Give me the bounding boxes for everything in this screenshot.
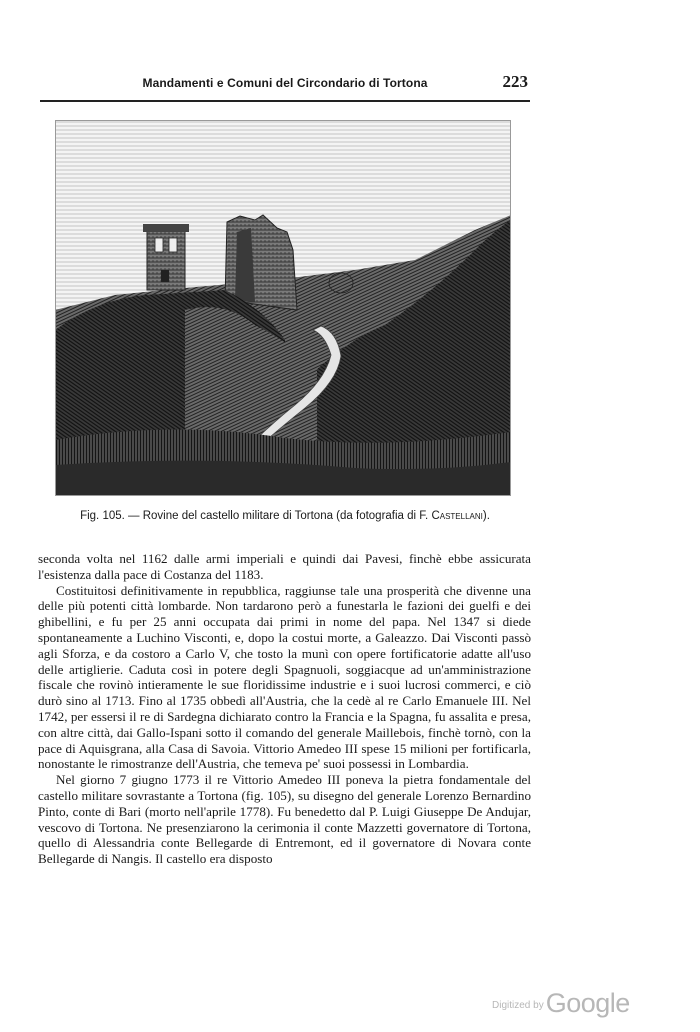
body-text bbox=[38, 551, 531, 867]
watermark-small: Digitized by bbox=[492, 1000, 544, 1011]
castle-ruins-engraving bbox=[55, 120, 511, 496]
paragraph-2: Costituitosi definitivamente in repubblica, raggiunse tale una prosperità che divenne una delle più potenti città lombarde. Non tardarono però a funestarla le fazioni dei guelfi e dei ghibellini, e fu per 25 anni occupata dai primi in nome del papa. Nel 1347 si diede spontaneamente a Luchino Visconti, e, dopo la costui morte, a Galeazzo. Dai Visconti passò agli Sforza, e da costoro a Carlo V, che tosto la munì con opere fortificatorie adatte all'uso delle artiglierie. Caduta così in potere degli Spagnuoli, soggiacque ad un'amministrazione fiscale che rovinò intieramente le sue floridissime industrie e i suoi lucrosi commerci, e ciò durò sino al 1713. Fino al 1735 obbedì all'Austria, che la cedè al re Carlo Emanuele III. Nel 1742, per essersi il re di Sardegna dichiarato contro la Francia e la Spagna, fu assalita e presa, con altre città, dai Gallo-Ispani sotto il comando del generale Maillebois, finchè tornò, con la pace di Aquisgrana, alla Casa di Savoia. Vittorio Amedeo III spese 15 milioni per fortificarla, nonostante le rimostranze dell'Austria, che temeva pe' suoi possessi in Lombardia. bbox=[38, 582, 531, 772]
caption-photographer: Castellani bbox=[431, 510, 483, 522]
running-title: Mandamenti e Comuni del Circondario di Tortona bbox=[142, 76, 428, 90]
running-header bbox=[40, 74, 530, 102]
page-number: 223 bbox=[502, 72, 528, 91]
digitized-by-google-watermark bbox=[492, 988, 630, 1019]
caption-end: ). bbox=[482, 510, 490, 522]
paragraph-1: seconda volta nel 1162 dalle armi imperiali e quindi dai Pavesi, finchè ebbe assicurata l'esistenza dalla pace di Costanza del 1183. bbox=[38, 551, 531, 582]
watermark-logo: Google bbox=[545, 988, 630, 1018]
paragraph-3: Nel giorno 7 giugno 1773 il re Vittorio Amedeo III poneva la pietra fondamentale del castello militare sovrastante a Tortona (fig. 105), su disegno del generale Lorenzo Bernardino Pinto, conte di Bari (morto nell'aprile 1778). Fu benedetto dal P. Luigi Giuseppe De Andujar, vescovo di Tortona. Ne presenziarono la cerimonia il conte Mazzetti governatore di Tortona, quello di Alessandria conte Bellegarde di Entremont, ed il governatore di Novara conte Bellegarde di Nangis. Il castello era disposto bbox=[38, 772, 531, 867]
caption-text: Fig. 105. — Rovine del castello militare di Tortona (da fotografia di F. bbox=[80, 510, 432, 522]
figure-caption bbox=[40, 510, 530, 522]
